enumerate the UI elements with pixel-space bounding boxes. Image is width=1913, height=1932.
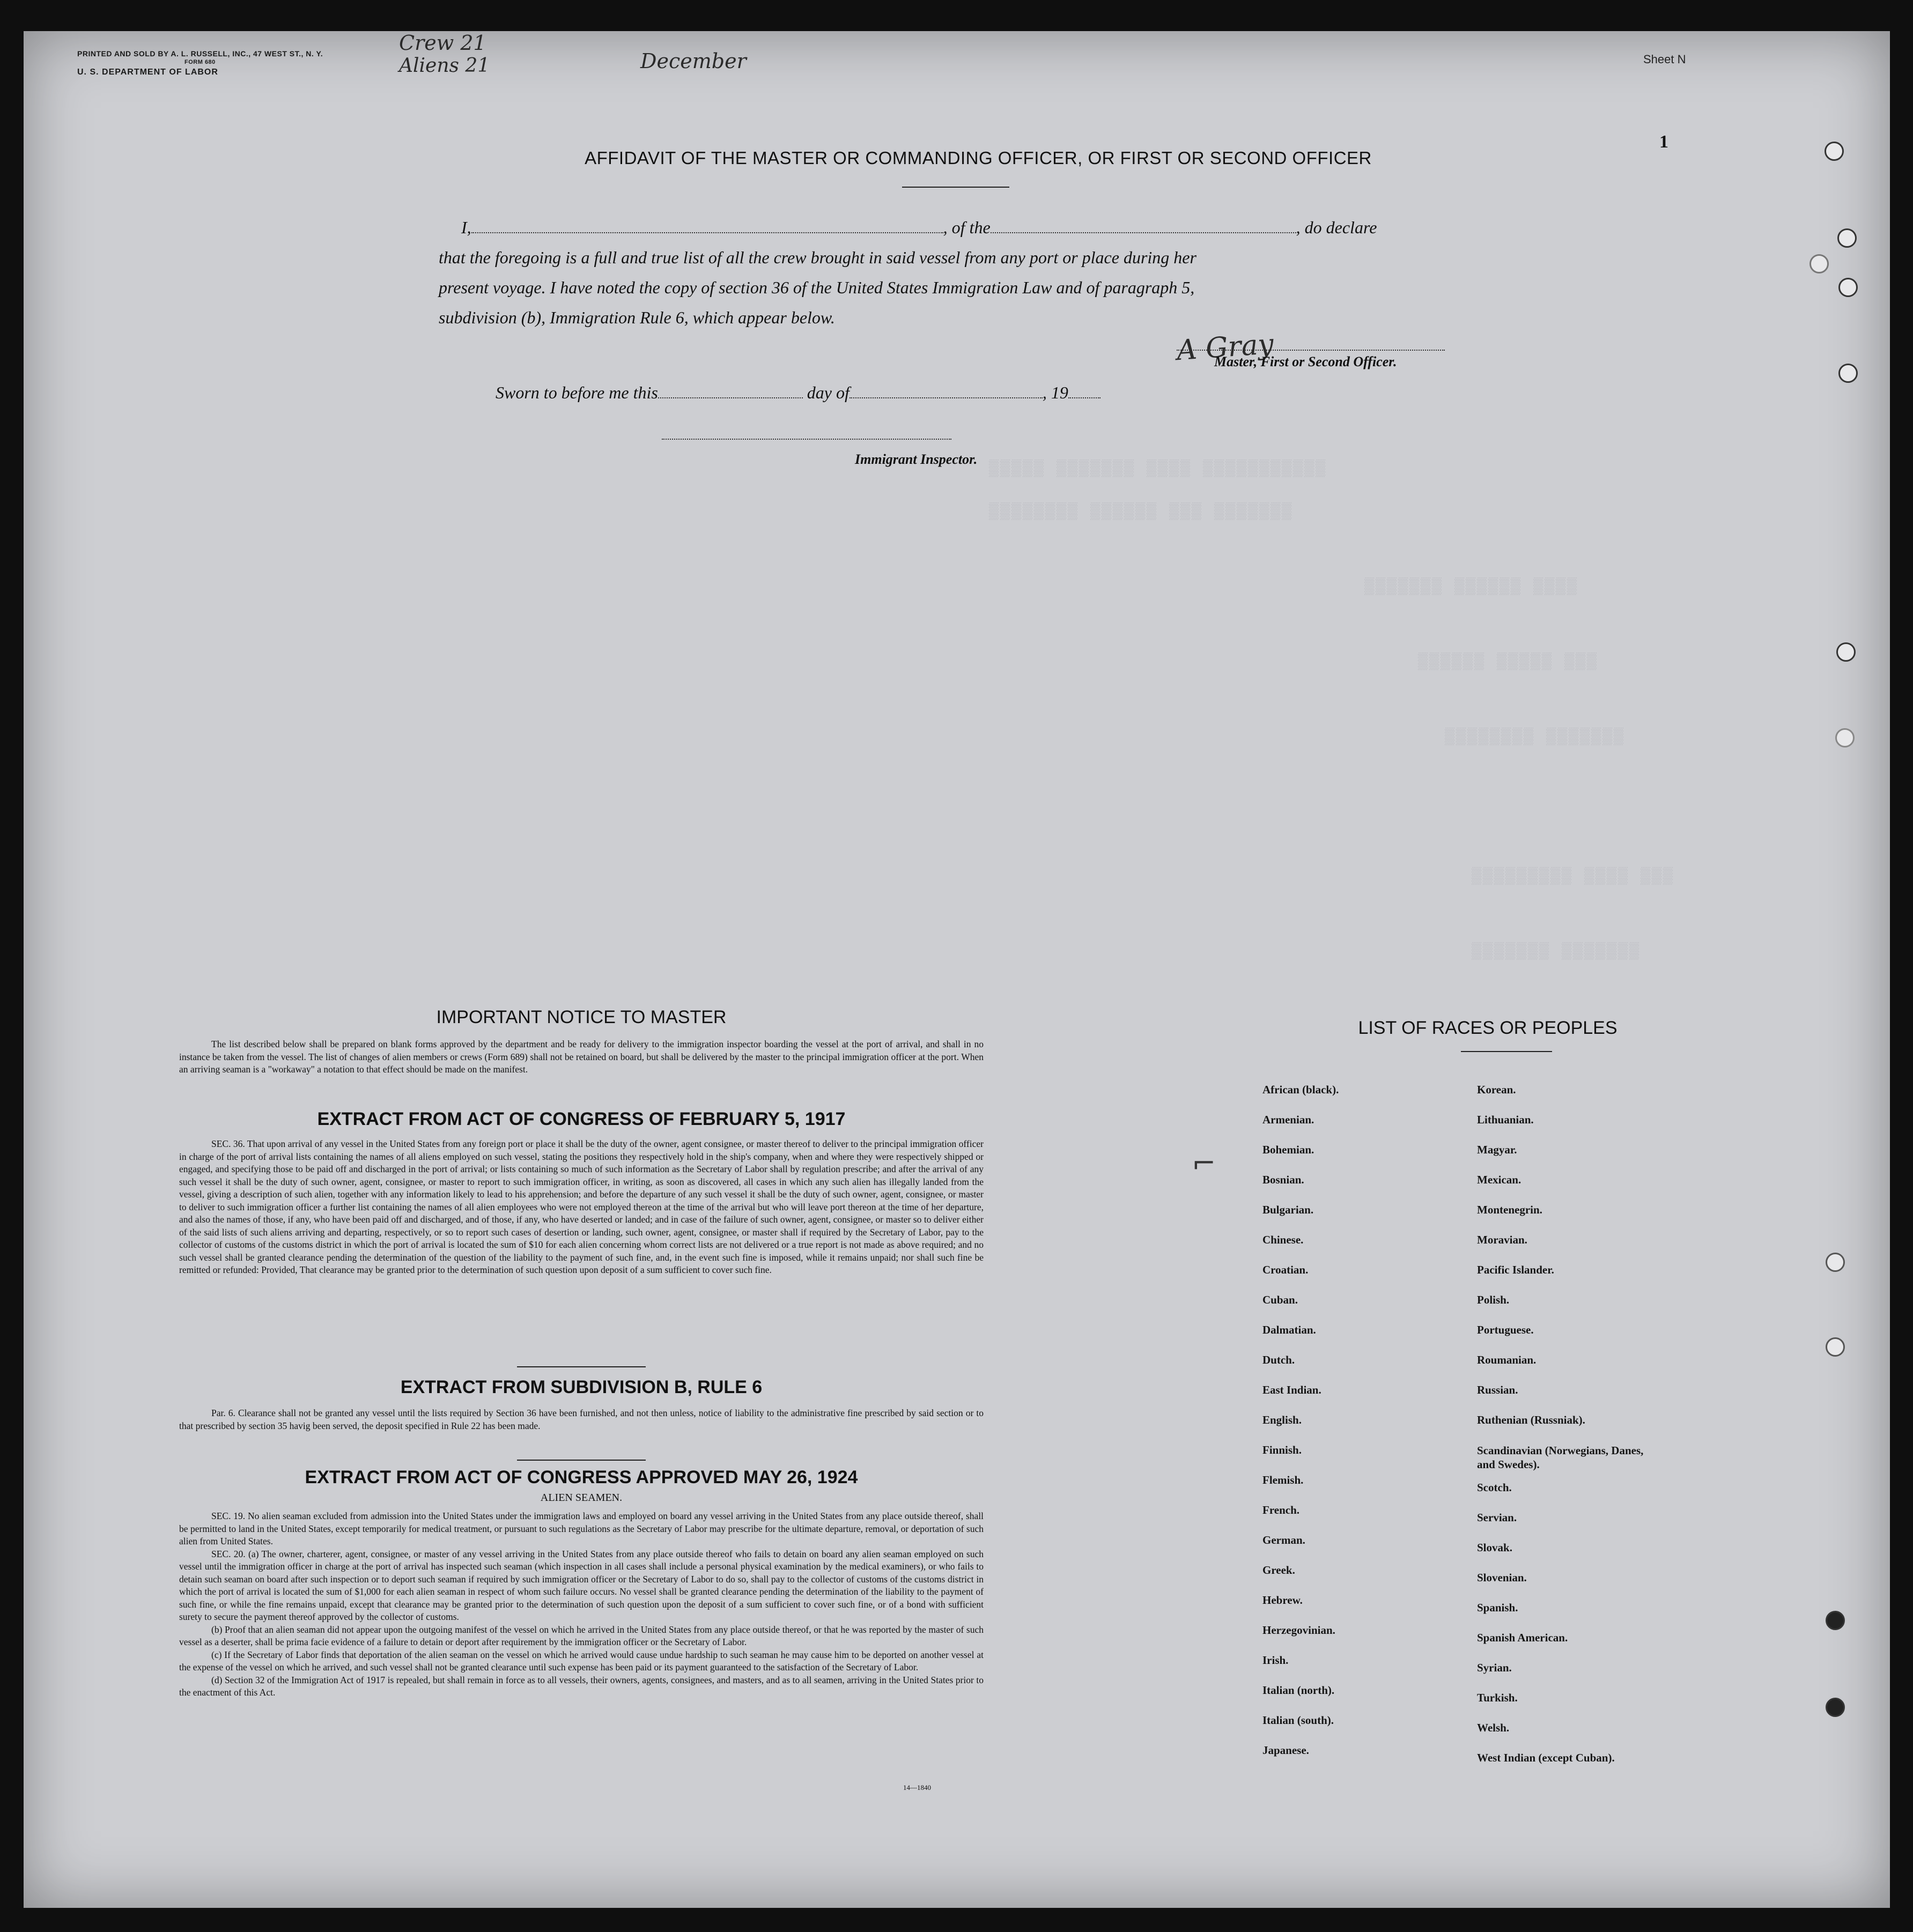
section-divider xyxy=(517,1460,646,1461)
sec-20b: (b) Proof that an alien seaman did not appear upon the outgoing manifest of the vessel on which he arrived in the United States from any place outside thereof, or that he was reported by the master of such vessel as a deserter, shall be prima facie evidence of a failure to detain or deport after requirement by the immigration officer or the Secretary of Labor. xyxy=(179,1624,984,1647)
department-line: U. S. DEPARTMENT OF LABOR xyxy=(77,68,218,77)
race-item: Croatian. xyxy=(1262,1263,1309,1276)
race-item: Ruthenian (Russniak). xyxy=(1477,1413,1585,1426)
name-blank xyxy=(471,219,943,233)
race-item: Montenegrin. xyxy=(1477,1203,1542,1216)
sec-19: SEC. 19. No alien seaman excluded from admission into the United States under the immigration laws and employed on board any vessel arriving in the United States from any place outside thereof, shall be permitted to land in the United States, except temporarily for medical treatment, or pursuant to such regulations as the Secretary of Labor may prescribe for the ultimate departure, removal, or deportation of such alien from United States. xyxy=(179,1511,984,1546)
inspector-signature-line xyxy=(662,439,951,440)
race-item: Mexican. xyxy=(1477,1173,1521,1186)
affidavit-line-1 xyxy=(461,218,1502,238)
punch-hole xyxy=(1826,1611,1845,1630)
race-item: Italian (north). xyxy=(1262,1684,1335,1697)
extract-1917-title: EXTRACT FROM ACT OF CONGRESS OF FEBRUARY 5, 1917 xyxy=(317,1109,846,1129)
bleed-through-text: ▒▒▒▒▒▒▒▒▒ ▒▒▒▒ ▒▒▒ xyxy=(1472,868,1675,886)
races-title-underline xyxy=(1461,1051,1552,1052)
punch-hole xyxy=(1809,254,1829,273)
signer-label: Master, First or Second Officer. xyxy=(1214,354,1397,369)
stray-pen-mark: ⌐ xyxy=(1192,1146,1216,1180)
sworn-text: Sworn to before me this xyxy=(496,383,658,402)
affidavit-i: I, xyxy=(461,218,471,237)
race-item: Greek. xyxy=(1262,1564,1295,1576)
sec-20c: (c) If the Secretary of Labor finds that deportation of the alien seaman on the vessel on which he arrived would cause undue hardship to such seaman he may cause him to be deported on another vessel at the expense of the vessel on which he arrived, and such vessel shall not be granted clearance until such expense has been paid or its payment guaranteed to the satisfaction of the Secretary of Labor. xyxy=(179,1649,984,1672)
bleed-through-text: ▒▒▒▒▒▒▒▒ ▒▒▒▒▒▒▒ xyxy=(1445,728,1626,746)
bleed-through-text: ▒▒▒▒▒ ▒▒▒▒▒▒▒ ▒▒▒▒ ▒▒▒▒▒▒▒▒▒▒▒ xyxy=(989,460,1327,478)
race-item: Slovak. xyxy=(1477,1541,1512,1554)
punch-hole xyxy=(1838,278,1858,297)
race-item: Pacific Islander. xyxy=(1477,1263,1554,1276)
race-item: East Indian. xyxy=(1262,1383,1321,1396)
punch-hole xyxy=(1826,1698,1845,1717)
race-item: Cuban. xyxy=(1262,1293,1298,1306)
sec-20d: (d) Section 32 of the Immigration Act of 1917 is repealed, but shall remain in force as to all vessels, their owners, agents, consignees, and masters, and as to all seamen, arriving in the United States prior to the enactment of this Act. xyxy=(179,1674,984,1698)
race-item: Spanish. xyxy=(1477,1601,1518,1614)
race-item: Russian. xyxy=(1477,1383,1518,1396)
year-blank xyxy=(1068,384,1100,398)
handwritten-aliens-count: Aliens 21 xyxy=(399,55,490,77)
race-item: Chinese. xyxy=(1262,1233,1304,1246)
race-item: Flemish. xyxy=(1262,1474,1304,1486)
bleed-through-text: ▒▒▒▒▒▒ ▒▒▒▒▒ ▒▒▒ xyxy=(1418,653,1599,671)
race-item: West Indian (except Cuban). xyxy=(1477,1751,1615,1764)
race-item: Servian. xyxy=(1477,1511,1517,1524)
race-item: Finnish. xyxy=(1262,1444,1302,1456)
race-item: Scandinavian (Norwegians, Danes, and Swedes). xyxy=(1477,1444,1644,1471)
punch-hole xyxy=(1836,642,1856,662)
sec-20a: SEC. 20. (a) The owner, charterer, agent, consignee, or master of any vessel arriving in the United States from any place outside thereof who fails to detain on board any alien seaman employed on such vessel until the immigration officer in charge at the port of arrival has inspected such seaman (which inspection in all cases shall include a personal physical examination by the medical examiners), or who fails to detain such seaman on board after such inspection or to deport such seaman if required by such immigration officer or the Secretary of Labor to do so, shall pay to the collector of customs of the customs district in which the port of arrival is located the sum of $1,000 for each alien seaman in respect of whom such failure occurs. No vessel shall be granted clearance pending the determination of the liability to the payment of such fine, or while the fine remains unpaid, except that clearance may be granted prior to the determination of such question upon the deposit of a sum sufficient to cover such fine, or of a bond with sufficient surety to secure the payment thereof approved by the collector of customs. xyxy=(179,1548,984,1622)
document-sheet xyxy=(24,31,1890,1908)
day-blank xyxy=(658,384,803,398)
race-item: Bohemian. xyxy=(1262,1143,1314,1156)
master-signature: A Gray xyxy=(1176,328,1275,367)
sworn-day-of: day of xyxy=(807,383,850,402)
printer-line: PRINTED AND SOLD BY A. L. RUSSELL, INC., 47 WEST ST., N. Y. xyxy=(77,49,323,58)
race-item: Bulgarian. xyxy=(1262,1203,1314,1216)
notice-title: IMPORTANT NOTICE TO MASTER xyxy=(436,1007,727,1027)
print-code: 14—1840 xyxy=(903,1783,931,1792)
month-blank xyxy=(850,384,1043,398)
punch-hole xyxy=(1837,228,1857,248)
race-item: Portuguese. xyxy=(1477,1323,1534,1336)
signature-line xyxy=(1177,350,1445,351)
affidavit-line-4: subdivision (b), Immigration Rule 6, which appear below. xyxy=(439,308,835,327)
extract-1917-body: SEC. 36. That upon arrival of any vessel in the United States from any foreign port or place it shall be the duty of the owner, agent consignee, or master thereof to deliver to the principal immigration officer in charge of the port of arrival lists containing the names of all aliens employed on such vessel, stating the positions they respectively hold in the ship's company, when and where they were respectively shipped or engaged, and specifying those to be paid off and discharged in the port of arrival; or lists containing so much of such information as the Secretary of Labor shall by regulation prescribe; and after the arrival of any such vessel it shall be the duty of such owner, agent, consignee, or master to report to such immigration officer, in writing, as soon as discovered, all cases in which any such alien has illegally landed from the vessel, giving a description of such alien, together with any information likely to lead to his apprehension; and before the departure of any such vessel it shall be the duty of such owner, agent, consignee, or master to deliver to such immigration officer a further list containing the names of all alien employees who were not employed thereon at the time of the arrival but who will leave port thereon at the time of her departure, and also the names of those, if any, who have been paid off and discharged, and of those, if any, who have deserted or landed; and in case of the failure of such owner, agent, consignee, or master so to deliver either of the said lists of such aliens arriving and departing, respectively, or so to report such cases of desertion or landing, such owner, agent, consignee, or master shall if required by the Secretary of Labor, pay to the collector of customs of the customs district in which the port of arrival is located the sum of $10 for each alien concerning whom correct lists are not delivered or a true report is not made as above required; and no such vessel shall be granted clearance pending the determination of the question of the liability to the payment of such fine, and, in the event such fine is imposed, while it remains unpaid; nor shall such fine be remitted or refunded: Provided, That clearance may be granted prior to the determination of such question upon deposit of a sum sufficient to cover such fine. xyxy=(179,1138,984,1275)
race-item: Bosnian. xyxy=(1262,1173,1304,1186)
race-item: Irish. xyxy=(1262,1654,1289,1667)
extract-1924-subtitle: ALIEN SEAMEN. xyxy=(540,1492,623,1504)
race-item: Dutch. xyxy=(1262,1353,1295,1366)
race-item: Armenian. xyxy=(1262,1113,1314,1126)
extract-rule6-title: EXTRACT FROM SUBDIVISION B, RULE 6 xyxy=(400,1377,763,1397)
race-item: Italian (south). xyxy=(1262,1714,1334,1727)
inspector-label: Immigrant Inspector. xyxy=(855,451,978,467)
race-item: English. xyxy=(1262,1413,1302,1426)
affidavit-line-3: present voyage. I have noted the copy of section 36 of the United States Immigration Law and of paragraph 5, xyxy=(439,278,1195,297)
race-item: Syrian. xyxy=(1477,1661,1512,1674)
notice-body: The list described below shall be prepared on blank forms approved by the department and be ready for delivery to the immigration inspector boarding the vessel at the port of arrival, and shall in no instance be taken from the vessel. The list of changes of alien members or crews (Form 689) shall not be retained on board, but shall be delivered by the master to the principal immigration officer at the port. When an arriving seaman is a "workaway" a notation to that effect should be made on the manifest. xyxy=(179,1039,984,1075)
page-mark: 1 xyxy=(1659,132,1668,152)
extract-1924-body xyxy=(179,1510,984,1699)
punch-hole xyxy=(1825,142,1844,161)
extract-rule6-body: Par. 6. Clearance shall not be granted any vessel until the lists required by Section 36 have been furnished, and not then unless, notice of liability to the administrative fine prescribed by said section or to that prescribed by section 35 havig been served, the deposit specified in Rule 22 has been made. xyxy=(179,1408,984,1431)
vessel-blank xyxy=(991,219,1296,233)
handwritten-month: December xyxy=(640,49,747,73)
punch-hole xyxy=(1835,728,1855,747)
race-item: German. xyxy=(1262,1534,1305,1546)
race-item: French. xyxy=(1262,1504,1300,1516)
extract-1924-title: EXTRACT FROM ACT OF CONGRESS APPROVED MAY 26, 1924 xyxy=(305,1467,858,1487)
race-item: Slovenian. xyxy=(1477,1571,1527,1584)
sworn-line xyxy=(496,383,1193,403)
race-item: Herzegovinian. xyxy=(1262,1624,1335,1637)
sworn-year: , 19 xyxy=(1042,383,1068,402)
affidavit-declare: , do declare xyxy=(1296,218,1377,237)
race-item: Roumanian. xyxy=(1477,1353,1537,1366)
bleed-through-text: ▒▒▒▒▒▒▒ ▒▒▒▒▒▒ ▒▒▒▒ xyxy=(1364,578,1579,596)
race-item: Moravian. xyxy=(1477,1233,1527,1246)
race-item: Turkish. xyxy=(1477,1691,1518,1704)
punch-hole xyxy=(1826,1253,1845,1272)
races-title: LIST OF RACES OR PEOPLES xyxy=(1358,1018,1617,1038)
race-item: Japanese. xyxy=(1262,1744,1309,1757)
section-divider xyxy=(517,1366,646,1367)
race-item: Polish. xyxy=(1477,1293,1510,1306)
race-item: Scotch. xyxy=(1477,1481,1512,1494)
race-item: African (black). xyxy=(1262,1083,1339,1096)
punch-hole xyxy=(1826,1337,1845,1357)
bleed-through-text: ▒▒▒▒▒▒▒ ▒▒▒▒▒▒▒ xyxy=(1472,943,1641,961)
race-item: Dalmatian. xyxy=(1262,1323,1316,1336)
race-item: Lithuanian. xyxy=(1477,1113,1534,1126)
race-item: Welsh. xyxy=(1477,1721,1510,1734)
form-number: FORM 680 xyxy=(184,59,216,65)
race-item: Spanish American. xyxy=(1477,1631,1568,1644)
handwritten-crew-count: Crew 21 xyxy=(399,31,486,55)
bleed-through-text: ▒▒▒▒▒▒▒▒ ▒▒▒▒▒▒ ▒▒▒ ▒▒▒▒▒▒▒ xyxy=(989,503,1294,521)
title-underline xyxy=(902,187,1009,188)
race-item: Korean. xyxy=(1477,1083,1516,1096)
affidavit-title: AFFIDAVIT OF THE MASTER OR COMMANDING OFFICER, OR FIRST OR SECOND OFFICER xyxy=(585,148,1372,168)
race-item: Hebrew. xyxy=(1262,1594,1303,1607)
sheet-label: Sheet N xyxy=(1643,53,1686,66)
punch-hole xyxy=(1838,364,1858,383)
affidavit-line-2: that the foregoing is a full and true list of all the crew brought in said vessel from any port or place during her xyxy=(439,248,1196,267)
affidavit-of-the: , of the xyxy=(943,218,991,237)
race-item: Magyar. xyxy=(1477,1143,1517,1156)
